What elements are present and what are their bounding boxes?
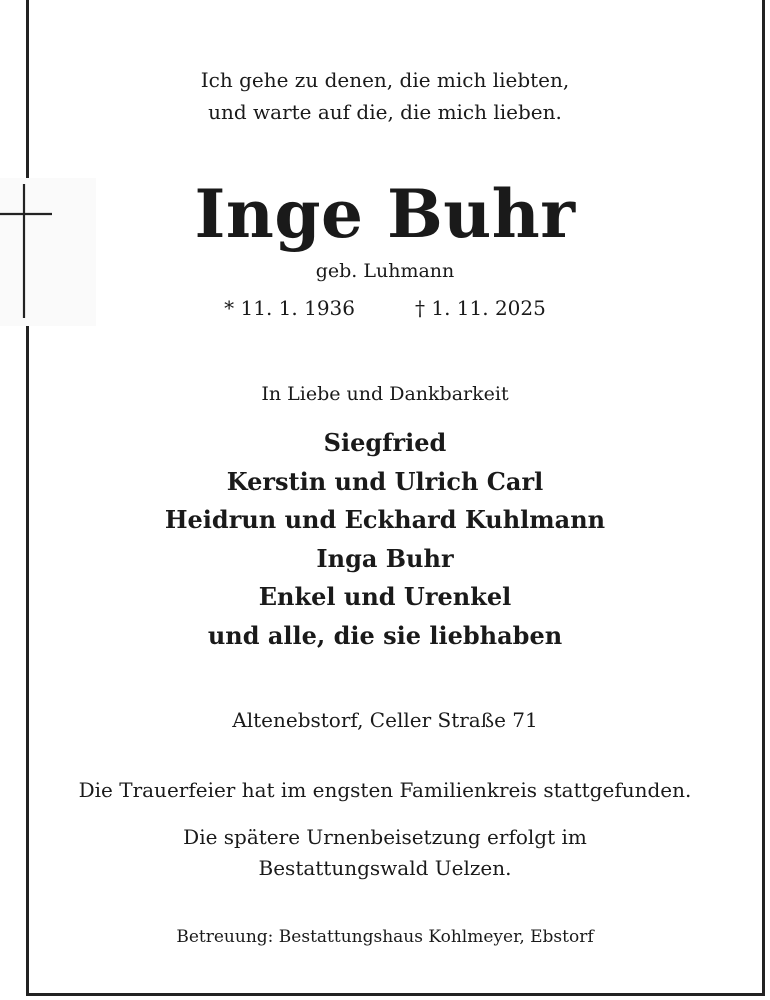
funeral-home: Betreuung: Bestattungshaus Kohlmeyer, Ebstorf: [176, 927, 594, 947]
ceremony-note: Die Trauerfeier hat im engsten Familienkreis stattgefunden.: [78, 778, 692, 802]
urn-line: Die spätere Urnenbeisetzung erfolgt im: [183, 825, 587, 849]
mourner-name: Heidrun und Eckhard Kuhlmann: [164, 505, 606, 534]
death-date: † 1. 11. 2025: [415, 296, 546, 320]
family-address: Altenebstorf, Celler Straße 71: [232, 708, 538, 732]
mourners-list: [0, 424, 770, 655]
mourner-name: Kerstin und Ulrich Carl: [226, 466, 544, 496]
mourner-name: Siegfried: [323, 428, 447, 457]
life-dates: [0, 294, 770, 322]
motto-verse: [0, 64, 770, 128]
deceased-name: Inge Buhr: [194, 175, 576, 253]
urn-line: Bestattungswald Uelzen.: [258, 856, 512, 880]
motto-line: Ich gehe zu denen, die mich liebten,: [200, 68, 570, 92]
birth-name: geb. Luhmann: [315, 260, 455, 282]
motto-line: und warte auf die, die mich lieben.: [208, 100, 562, 124]
mourner-name: und alle, die sie liebhaben: [207, 620, 563, 650]
urn-burial-note: [0, 822, 770, 884]
mourner-name: Inga Buhr: [316, 543, 454, 573]
birth-date: * 11. 1. 1936: [224, 296, 355, 320]
mourner-name: Enkel und Urenkel: [258, 582, 512, 611]
mourners-intro: In Liebe und Dankbarkeit: [261, 383, 509, 405]
